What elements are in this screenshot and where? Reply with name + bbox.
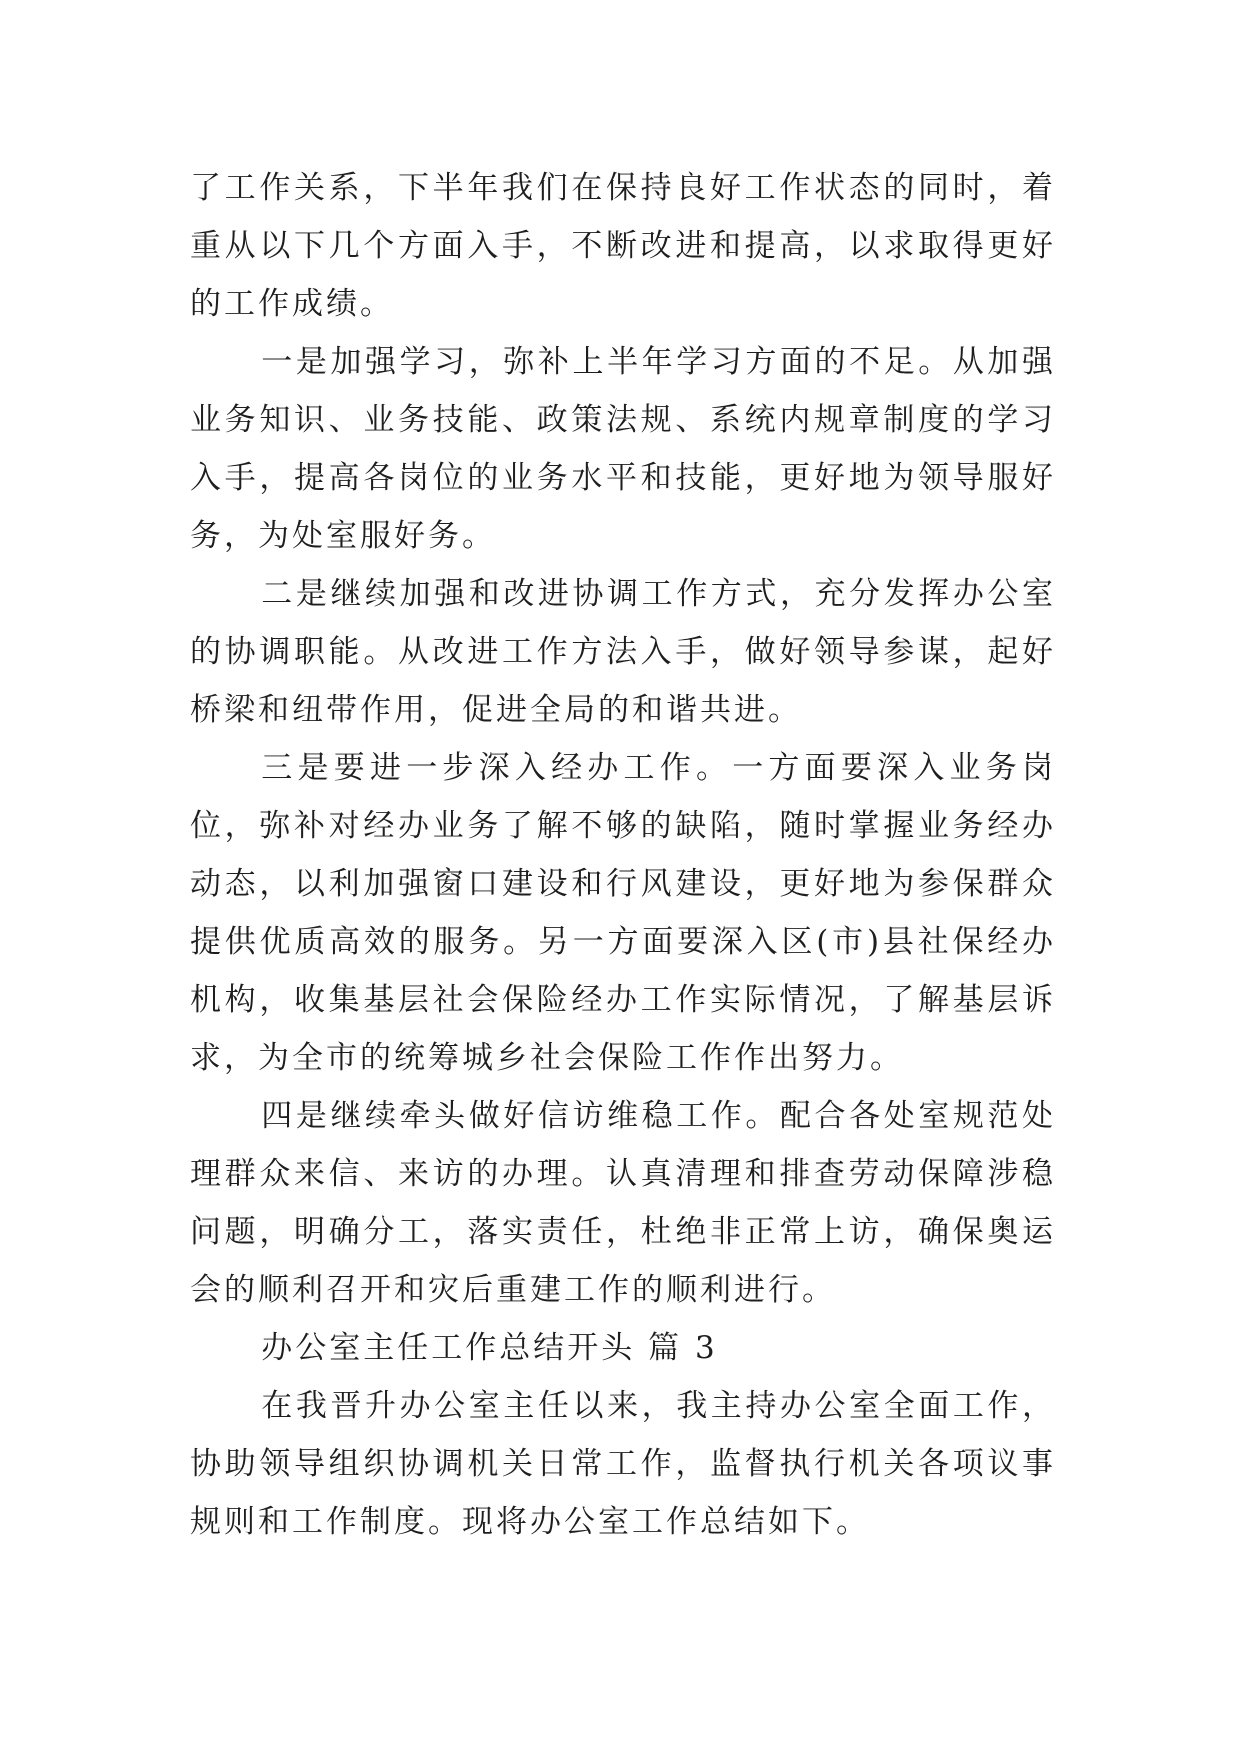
paragraph-item-3: 三是要进一步深入经办工作。一方面要深入业务岗位，弥补对经办业务了解不够的缺陷，随时掌握业务经办动态，以利加强窗口建设和行风建设，更好地为参保群众提供优质高效的服务。另一方面要深入区(市)县社保经办机构，收集基层社会保险经办工作实际情况，了解基层诉求，为全市的统筹城乡社会保险工作作出努力。 bbox=[190, 750, 1056, 1076]
paragraph-item-2: 二是继续加强和改进协调工作方式，充分发挥办公室的协调职能。从改进工作方法入手，做好领导参谋，起好桥梁和纽带作用，促进全局的和谐共进。 bbox=[190, 576, 1056, 728]
paragraph-item-1: 一是加强学习，弥补上半年学习方面的不足。从加强业务知识、业务技能、政策法规、系统内规章制度的学习入手，提高各岗位的业务水平和技能，更好地为领导服好务，为处室服好务。 bbox=[190, 344, 1056, 554]
paragraph-continuation: 了工作关系，下半年我们在保持良好工作状态的同时，着重从以下几个方面入手，不断改进和提高，以求取得更好的工作成绩。 bbox=[190, 170, 1056, 322]
paragraph-item-4: 四是继续牵头做好信访维稳工作。配合各处室规范处理群众来信、来访的办理。认真清理和排查劳动保障涉稳问题，明确分工，落实责任，杜绝非正常上访，确保奥运会的顺利召开和灾后重建工作的顺利进行。 bbox=[190, 1098, 1056, 1308]
section-heading: 办公室主任工作总结开头 篇 3 bbox=[261, 1330, 718, 1366]
paragraph-section3-intro: 在我晋升办公室主任以来，我主持办公室全面工作，协助领导组织协调机关日常工作，监督执行机关各项议事规则和工作制度。现将办公室工作总结如下。 bbox=[190, 1388, 1056, 1540]
document-body bbox=[190, 159, 1056, 1551]
